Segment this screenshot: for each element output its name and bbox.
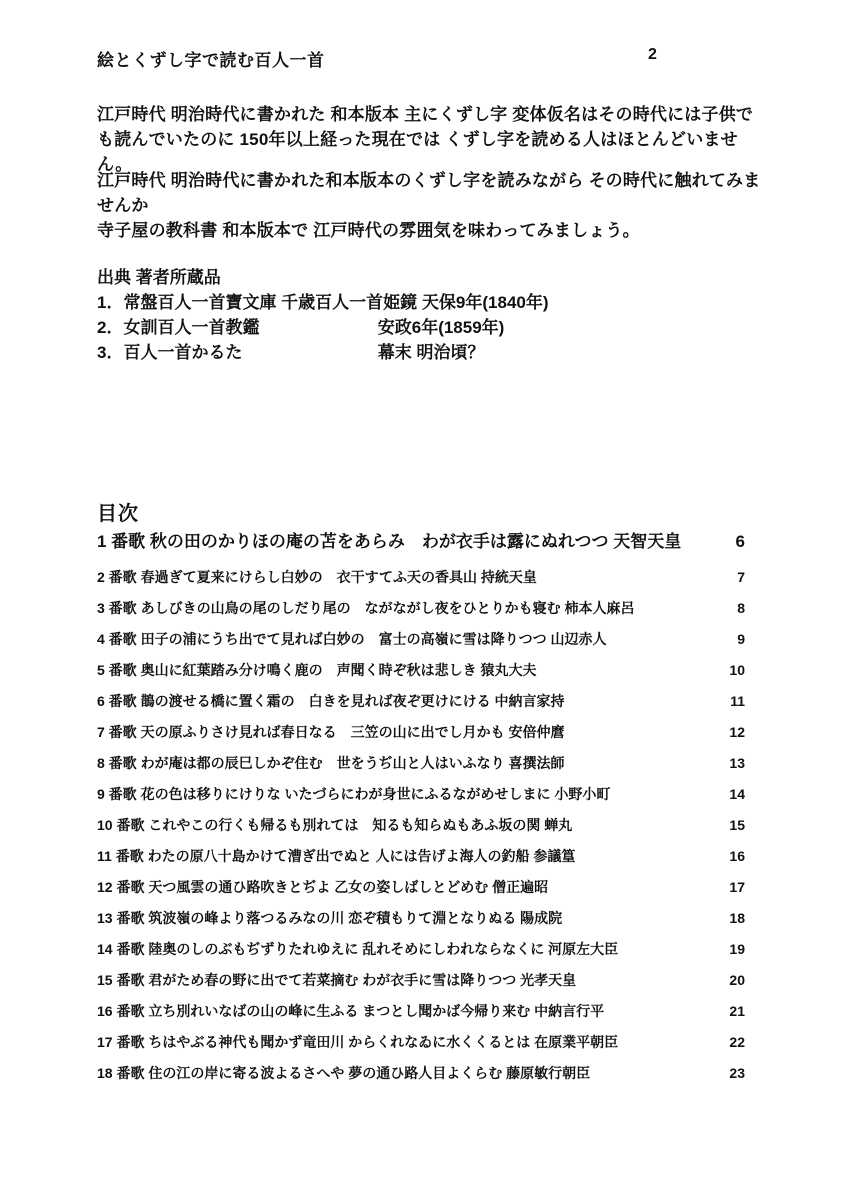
toc-entry-label: 4 番歌 田子の浦にうち出でて見れば白妙の 富士の高嶺に雪は降りつつ 山辺赤人	[97, 630, 607, 647]
toc-entry	[97, 995, 745, 1026]
toc-entry-page: 13	[729, 754, 745, 771]
toc-entry-label: 6 番歌 鵲の渡せる橋に置く霜の 白きを見れば夜ぞ更けにける 中納言家持	[97, 692, 565, 709]
toc-entry-page: 17	[729, 878, 745, 895]
toc-entry	[97, 747, 745, 778]
source-item	[97, 290, 761, 315]
toc-entry-page: 21	[729, 1002, 745, 1019]
toc-entry-label: 9 番歌 花の色は移りにけりな いたづらにわが身世にふるながめせしまに 小野小町	[97, 785, 611, 802]
toc-entry	[97, 902, 745, 933]
toc-heading: 目次	[97, 503, 139, 525]
toc-entry	[97, 527, 745, 552]
intro-paragraph-1: 江戸時代 明治時代に書かれた 和本版本 主にくずし字 変体仮名はその時代には子供でも読んでいたのに 150年以上経った現在では くずし字を読める人はほとんどいません。	[97, 105, 754, 174]
toc-entry-label: 18 番歌 住の江の岸に寄る波よるさへや 夢の通ひ路人目よくらむ 藤原敏行朝臣	[97, 1064, 591, 1081]
toc-entry-page: 8	[737, 599, 745, 616]
sources-heading: 出典 著者所蔵品	[97, 268, 221, 287]
toc-entry-page: 16	[729, 847, 745, 864]
toc-entry-page: 6	[735, 532, 745, 551]
toc-entry-label: 2 番歌 春過ぎて夏来にけらし白妙の 衣干すてふ天の香具山 持統天皇	[97, 568, 537, 585]
toc-entry-page: 10	[729, 661, 745, 678]
toc-entry	[97, 778, 745, 809]
page-number: 2	[648, 46, 657, 63]
source-name: 3．百人一首かるた	[97, 343, 243, 362]
toc-entry	[97, 716, 745, 747]
toc-entry	[97, 840, 745, 871]
toc-entry-label: 1 番歌 秋の田のかりほの庵の苫をあらみ わが衣手は露にぬれつつ 天智天皇	[97, 532, 682, 551]
toc-entry-page: 9	[737, 630, 745, 647]
source-date: 安政6年(1859年)	[377, 318, 505, 337]
toc-entry-label: 14 番歌 陸奥のしのぶもぢずりたれゆえに 乱れそめにしわれならなくに 河原左大臣	[97, 940, 619, 957]
toc-entry-label: 17 番歌 ちはやぶる神代も聞かず竜田川 からくれなゐに水くくるとは 在原業平朝臣	[97, 1033, 619, 1050]
toc-entry-page: 7	[737, 568, 745, 585]
source-date: 幕末 明治頃？	[377, 343, 485, 362]
source-item	[97, 340, 761, 365]
toc-entry	[97, 1057, 745, 1088]
document-title: 絵とくずし字で読む百人一首	[97, 51, 325, 70]
toc-entry-page: 22	[729, 1033, 745, 1050]
toc-entry-label: 16 番歌 立ち別れいなばの山の峰に生ふる まつとし聞かば今帰り来む 中納言行平	[97, 1002, 605, 1019]
toc-entry	[97, 964, 745, 995]
toc-entry	[97, 933, 745, 964]
toc-list	[97, 561, 745, 1088]
toc-entry-page: 11	[730, 692, 745, 709]
toc-entry-page: 14	[729, 785, 745, 802]
toc-entry-label: 10 番歌 これやこの行くも帰るも別れては 知るも知らぬもあふ坂の関 蝉丸	[97, 816, 573, 833]
toc-entry-label: 3 番歌 あしびきの山鳥の尾のしだり尾の ながながし夜をひとりかも寝む 柿本人麻呂	[97, 599, 635, 616]
toc-entry-page: 19	[729, 940, 745, 957]
toc-entry	[97, 623, 745, 654]
toc-entry-label: 11 番歌 わたの原八十島かけて漕ぎ出でぬと 人には告げよ海人の釣船 参議篁	[97, 847, 576, 864]
toc-entry	[97, 871, 745, 902]
toc-entry-label: 8 番歌 わが庵は都の辰巳しかぞ住む 世をうぢ山と人はいふなり 喜撰法師	[97, 754, 565, 771]
intro-paragraph-2-line2: 寺子屋の教科書 和本版本で 江戸時代の雰囲気を味わってみましょう。	[97, 221, 640, 240]
intro-paragraph-2	[97, 168, 761, 243]
toc-entry-page: 20	[729, 971, 745, 988]
intro-paragraph-2-line1: 江戸時代 明治時代に書かれた和本版本のくずし字を読みながら その時代に触れてみませんか	[97, 171, 761, 215]
source-name: 2．女訓百人一首教鑑	[97, 318, 260, 337]
toc-entry	[97, 561, 745, 592]
toc-entry	[97, 685, 745, 716]
toc-entry-page: 12	[729, 723, 745, 740]
toc-entry-label: 13 番歌 筑波嶺の峰より落つるみなの川 恋ぞ積もりて淵となりぬる 陽成院	[97, 909, 563, 926]
source-item	[97, 315, 761, 340]
toc-entry-label: 5 番歌 奥山に紅葉踏み分け鳴く鹿の 声聞く時ぞ秋は悲しき 猿丸大夫	[97, 661, 537, 678]
toc-entry	[97, 809, 745, 840]
toc-entry-label: 15 番歌 君がため春の野に出でて若菜摘む わが衣手に雪は降りつつ 光孝天皇	[97, 971, 577, 988]
toc-entry-page: 18	[729, 909, 745, 926]
toc-entry-page: 15	[729, 816, 745, 833]
toc-entry-page: 23	[729, 1064, 745, 1081]
toc-entry	[97, 1026, 745, 1057]
toc-entry	[97, 654, 745, 685]
toc-entry-label: 7 番歌 天の原ふりさけ見れば春日なる 三笠の山に出でし月かも 安倍仲麿	[97, 723, 565, 740]
source-date: 天保9年(1840年)	[421, 293, 549, 312]
source-name: 1．常盤百人一首寶文庫 千歳百人一首姫鏡	[97, 293, 418, 312]
toc-entry-label: 12 番歌 天つ風雲の通ひ路吹きとぢよ 乙女の姿しばしとどめむ 僧正遍昭	[97, 878, 549, 895]
sources-section	[97, 265, 761, 365]
toc-entry	[97, 592, 745, 623]
